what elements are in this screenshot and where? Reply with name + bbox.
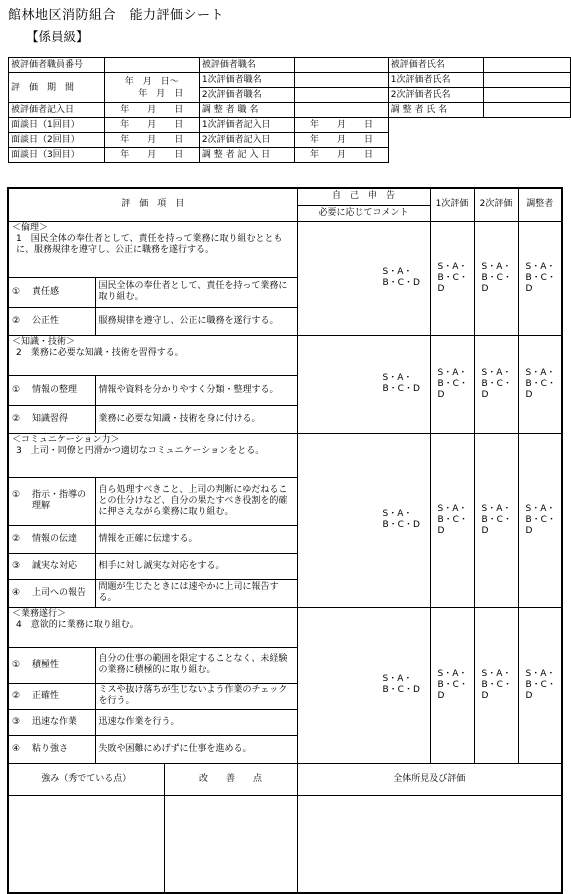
- adjuster-title-field[interactable]: [295, 103, 388, 118]
- item-description: 情報や資料を分かりやすく分類・整理する。: [95, 375, 297, 405]
- strengths-header: 強み（秀でている点）: [8, 763, 164, 795]
- item-number: ①: [12, 659, 21, 670]
- item-number: ③: [12, 560, 21, 571]
- item-label: 迅速な作業: [32, 716, 78, 727]
- item-label-cell: [8, 579, 95, 607]
- item-label-cell: [8, 375, 95, 405]
- interview-2-field[interactable]: 年 月 日: [104, 133, 199, 148]
- item-label-cell: [8, 525, 95, 553]
- improve-header: 改 善 点: [164, 763, 297, 795]
- item-description: 情報を正確に伝達する。: [95, 525, 297, 553]
- item-number: ①: [12, 490, 21, 500]
- second-rating-2[interactable]: [474, 335, 518, 433]
- item-label-cell: [8, 277, 95, 307]
- item-label: 粘り強さ: [32, 743, 69, 754]
- employee-no-field[interactable]: [104, 58, 199, 73]
- item-description: 服務規律を遵守し、公正に職務を遂行する。: [95, 307, 297, 335]
- second-rating-4[interactable]: [474, 607, 518, 763]
- first-rating-options[interactable]: S・A・B・C・D: [437, 503, 468, 536]
- self-comment-4[interactable]: [297, 607, 430, 763]
- self-comment-2[interactable]: [297, 335, 430, 433]
- entry-date-field[interactable]: 年 月 日: [104, 103, 199, 118]
- group-description: 3 上司・同僚と円滑かつ適切なコミュニケーションをとる。: [16, 445, 265, 456]
- grade-label: 【係員級】: [26, 29, 89, 44]
- interview-3-label: 面談日（3回目）: [9, 148, 105, 163]
- period-value-2: 年 月 日: [138, 88, 184, 99]
- first-rating-options[interactable]: S・A・B・C・D: [437, 261, 468, 294]
- self-header: 自 己 申 告: [297, 188, 430, 205]
- item-label-cell: [8, 735, 95, 763]
- second-rating-options[interactable]: S・A・B・C・D: [481, 367, 512, 400]
- second-rating-1[interactable]: [474, 221, 518, 335]
- first-rating-options[interactable]: S・A・B・C・D: [437, 367, 468, 400]
- first-entry-label: 1次評価者記入日: [199, 118, 294, 133]
- item-label-cell: [8, 683, 95, 709]
- adjuster-rating-options[interactable]: S・A・B・C・D: [525, 367, 556, 400]
- overall-header: 全体所見及び評価: [297, 763, 562, 795]
- evaluatee-title-field[interactable]: [295, 58, 388, 73]
- first-rating-1[interactable]: [430, 221, 474, 335]
- first-name-label: 1次評価者氏名: [388, 73, 483, 88]
- items-header: 評 価 項 目: [8, 188, 297, 221]
- item-description: 問題が生じたときには速やかに上司に報告する。: [95, 579, 297, 607]
- item-label: 責任感: [32, 286, 60, 297]
- adjuster-rating-2[interactable]: [518, 335, 562, 433]
- improve-field[interactable]: [164, 795, 297, 893]
- item-label: 積極性: [32, 659, 60, 670]
- adjuster-title-label: 調 整 者 職 名: [199, 103, 294, 118]
- evaluatee-name-field[interactable]: [483, 58, 570, 73]
- second-title-label: 2次評価者職名: [199, 88, 294, 103]
- item-label: 上司への報告: [32, 587, 87, 598]
- item-description: 自分の仕事の範囲を限定することなく、未経験の業務に積極的に取り組む。: [95, 647, 297, 683]
- item-label-cell: [8, 307, 95, 335]
- second-entry-label: 2次評価者記入日: [199, 133, 294, 148]
- item-number: ②: [12, 690, 21, 701]
- item-label-cell: [8, 477, 95, 525]
- header-table: [8, 57, 571, 163]
- item-label-cell: [8, 405, 95, 433]
- adjuster-name-field[interactable]: [483, 103, 570, 118]
- self-subheader: 必要に応じてコメント: [297, 205, 430, 221]
- group-heading: ＜業務遂行＞: [12, 608, 67, 619]
- first-entry-field[interactable]: 年 月 日: [295, 118, 388, 133]
- adjuster-name-label: 調 整 者 氏 名: [388, 103, 483, 118]
- item-description: 国民全体の奉仕者として、責任を持って業務に取り組む。: [95, 277, 297, 307]
- period-field[interactable]: [104, 73, 199, 103]
- item-number: ①: [12, 286, 21, 297]
- first-name-field[interactable]: [483, 73, 570, 88]
- item-number: ②: [12, 413, 21, 424]
- adjuster-rating-4[interactable]: [518, 607, 562, 763]
- evaluatee-name-label: 被評価者氏名: [388, 58, 483, 73]
- adjuster-header: 調整者: [518, 188, 562, 221]
- first-rating-2[interactable]: [430, 335, 474, 433]
- interview-3-field[interactable]: 年 月 日: [104, 148, 199, 163]
- item-label-cell: [8, 647, 95, 683]
- item-number: ②: [12, 315, 21, 326]
- sheet-title: 館林地区消防組合 能力評価シート: [8, 8, 225, 23]
- first-title-field[interactable]: [295, 73, 388, 88]
- item-label: 情報の伝達: [32, 533, 78, 544]
- item-label: 知識習得: [32, 413, 69, 424]
- period-value-1: 年 月 日～: [124, 76, 179, 87]
- item-number: ③: [12, 716, 21, 727]
- second-rating-3[interactable]: [474, 433, 518, 607]
- group-description: 1 国民全体の奉仕者として、責任を持って業務に取り組むとともに、服務規律を遵守し、公正に職務を遂行する。: [16, 233, 283, 255]
- item-number: ④: [12, 743, 21, 754]
- first-rating-3[interactable]: [430, 433, 474, 607]
- interview-1-field[interactable]: 年 月 日: [104, 118, 199, 133]
- self-rating-options[interactable]: S・A・B・C・D: [382, 509, 420, 530]
- item-number: ②: [12, 533, 21, 544]
- adjuster-rating-options[interactable]: S・A・B・C・D: [525, 668, 556, 701]
- first-rating-4[interactable]: [430, 607, 474, 763]
- item-label: 正確性: [32, 690, 60, 701]
- second-rating-options[interactable]: S・A・B・C・D: [481, 261, 512, 294]
- group-heading: ＜知識・技術＞: [12, 336, 76, 347]
- item-number: ①: [12, 384, 21, 395]
- self-comment-3[interactable]: [297, 433, 430, 607]
- adjuster-rating-options[interactable]: S・A・B・C・D: [525, 261, 556, 294]
- self-comment-1[interactable]: [297, 221, 430, 335]
- period-label: 評 価 期 間: [9, 73, 105, 103]
- item-description: 迅速な作業を行う。: [95, 709, 297, 735]
- overall-field[interactable]: [297, 795, 562, 893]
- item-description: 相手に対し誠実な対応をする。: [95, 553, 297, 579]
- item-label-cell: [8, 709, 95, 735]
- item-description: 自ら処理すべきこと、上司の判断にゆだねることの仕分けなど、自分の果たすべき役割を的確に押さえながら業務に取り組む。: [95, 477, 297, 525]
- item-label-cell: [8, 553, 95, 579]
- second-rating-options[interactable]: S・A・B・C・D: [481, 668, 512, 701]
- group-description: 2 業務に必要な知識・技術を習得する。: [16, 347, 184, 358]
- adjuster-rating-options[interactable]: S・A・B・C・D: [525, 503, 556, 536]
- item-label: 誠実な対応: [32, 560, 78, 571]
- group-heading: ＜コミュニケーション力＞: [12, 434, 120, 445]
- group-description: 4 意欲的に業務に取り組む。: [16, 619, 139, 630]
- self-rating-options[interactable]: S・A・B・C・D: [382, 267, 420, 288]
- item-label: 情報の整理: [32, 384, 78, 395]
- item-label: 公正性: [32, 315, 60, 326]
- second-name-field[interactable]: [483, 88, 570, 103]
- adjuster-rating-1[interactable]: [518, 221, 562, 335]
- group-4: [8, 607, 297, 647]
- second-header: 2次評価: [474, 188, 518, 221]
- adjuster-entry-field[interactable]: 年 月 日: [295, 148, 388, 163]
- entry-date-label: 被評価者記入日: [9, 103, 105, 118]
- evaluatee-title-label: 被評価者職名: [199, 58, 294, 73]
- item-label: 指示・指導の理解: [32, 490, 87, 511]
- second-entry-field[interactable]: 年 月 日: [295, 133, 388, 148]
- employee-no-label: 被評価者職員番号: [9, 58, 105, 73]
- group-heading: ＜倫理＞: [12, 222, 49, 233]
- item-description: ミスや抜け落ちが生じないよう作業のチェックを行う。: [95, 683, 297, 709]
- group-1: [8, 221, 297, 277]
- item-description: 失敗や困難にめげずに仕事を進める。: [95, 735, 297, 763]
- adjuster-entry-label: 調 整 者 記 入 日: [199, 148, 294, 163]
- group-2: [8, 335, 297, 375]
- self-rating-options[interactable]: S・A・B・C・D: [382, 674, 420, 695]
- second-title-field[interactable]: [295, 88, 388, 103]
- first-title-label: 1次評価者職名: [199, 73, 294, 88]
- evaluation-table: [7, 187, 563, 894]
- second-name-label: 2次評価者氏名: [388, 88, 483, 103]
- item-description: 業務に必要な知識・技術を身に付ける。: [95, 405, 297, 433]
- adjuster-rating-3[interactable]: [518, 433, 562, 607]
- item-number: ④: [12, 587, 21, 598]
- strengths-field[interactable]: [8, 795, 164, 893]
- group-3: [8, 433, 297, 477]
- interview-2-label: 面談日（2回目）: [9, 133, 105, 148]
- second-rating-options[interactable]: S・A・B・C・D: [481, 503, 512, 536]
- first-header: 1次評価: [430, 188, 474, 221]
- self-rating-options[interactable]: S・A・B・C・D: [382, 373, 420, 394]
- first-rating-options[interactable]: S・A・B・C・D: [437, 668, 468, 701]
- interview-1-label: 面談日（1回目）: [9, 118, 105, 133]
